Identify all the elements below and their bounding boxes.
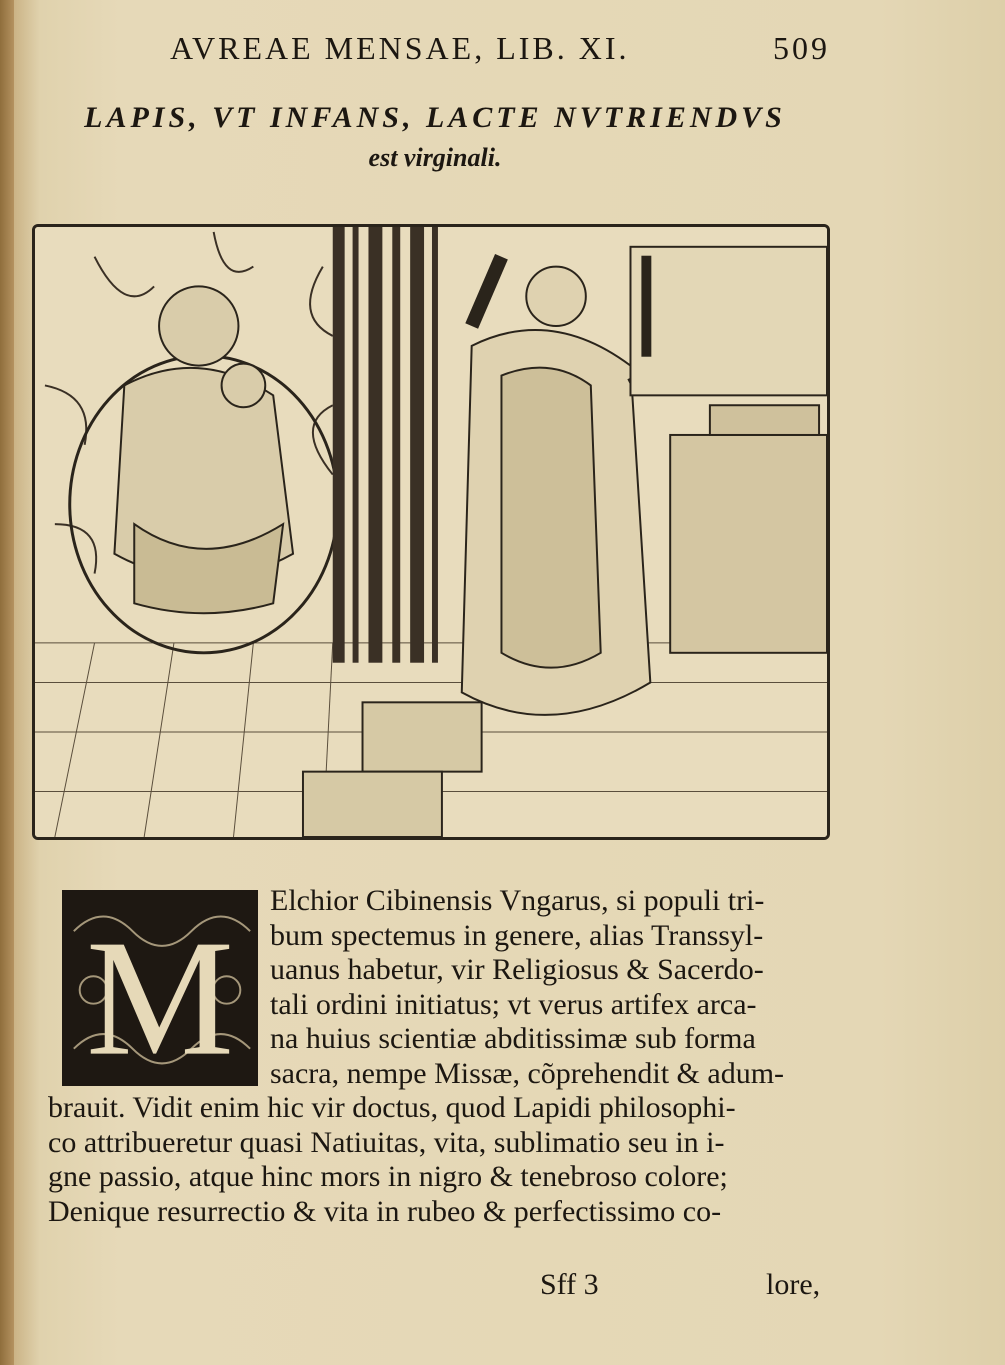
decorated-initial-drawing [64, 892, 256, 1084]
body-line: Denique resurrectio & vita in rubeo & perfectissimo co- [48, 1194, 722, 1228]
emblem-heading [40, 98, 830, 178]
svg-text:M: M [85, 906, 235, 1084]
body-line: co attribueretur quasi Natiuitas, vita, sublimatio seu in i- [48, 1125, 725, 1159]
body-line: bum spectemus in genere, alias Transsyl- [270, 918, 764, 952]
running-head-title: AVREAE MENSAE, LIB. XI. [170, 30, 630, 66]
body-line: sacra, nempe Missæ, cõprehendit & adum- [270, 1056, 785, 1090]
heading-line-1: LAPIS, VT INFANS, LACTE NVTRIENDVS [84, 101, 786, 134]
body-line: na huius scientiæ abditissimæ sub forma [270, 1022, 756, 1055]
body-line: gne passio, atque hinc mors in nigro & tenebroso colore; [48, 1160, 728, 1193]
page-number: 509 [773, 30, 830, 66]
book-gutter [0, 0, 14, 1365]
heading-line-2: est virginali. [368, 143, 502, 172]
body-line: Elchior Cibinensis Vngarus, si populi tri- [270, 884, 765, 917]
body-line: brauit. Vidit enim hic vir doctus, quod Lapidi philosophi- [48, 1091, 736, 1124]
decorated-initial [62, 890, 258, 1086]
signature-mark: Sff 3 [540, 1268, 599, 1301]
body-line: uanus habetur, vir Religiosus & Sacerdo- [270, 953, 764, 986]
engraving-illustration [32, 224, 830, 840]
running-head [170, 30, 830, 70]
catchword: lore, [766, 1268, 821, 1301]
body-line: tali ordini initiatus; vt verus artifex arca- [270, 987, 757, 1021]
engraving-drawing [35, 227, 827, 837]
